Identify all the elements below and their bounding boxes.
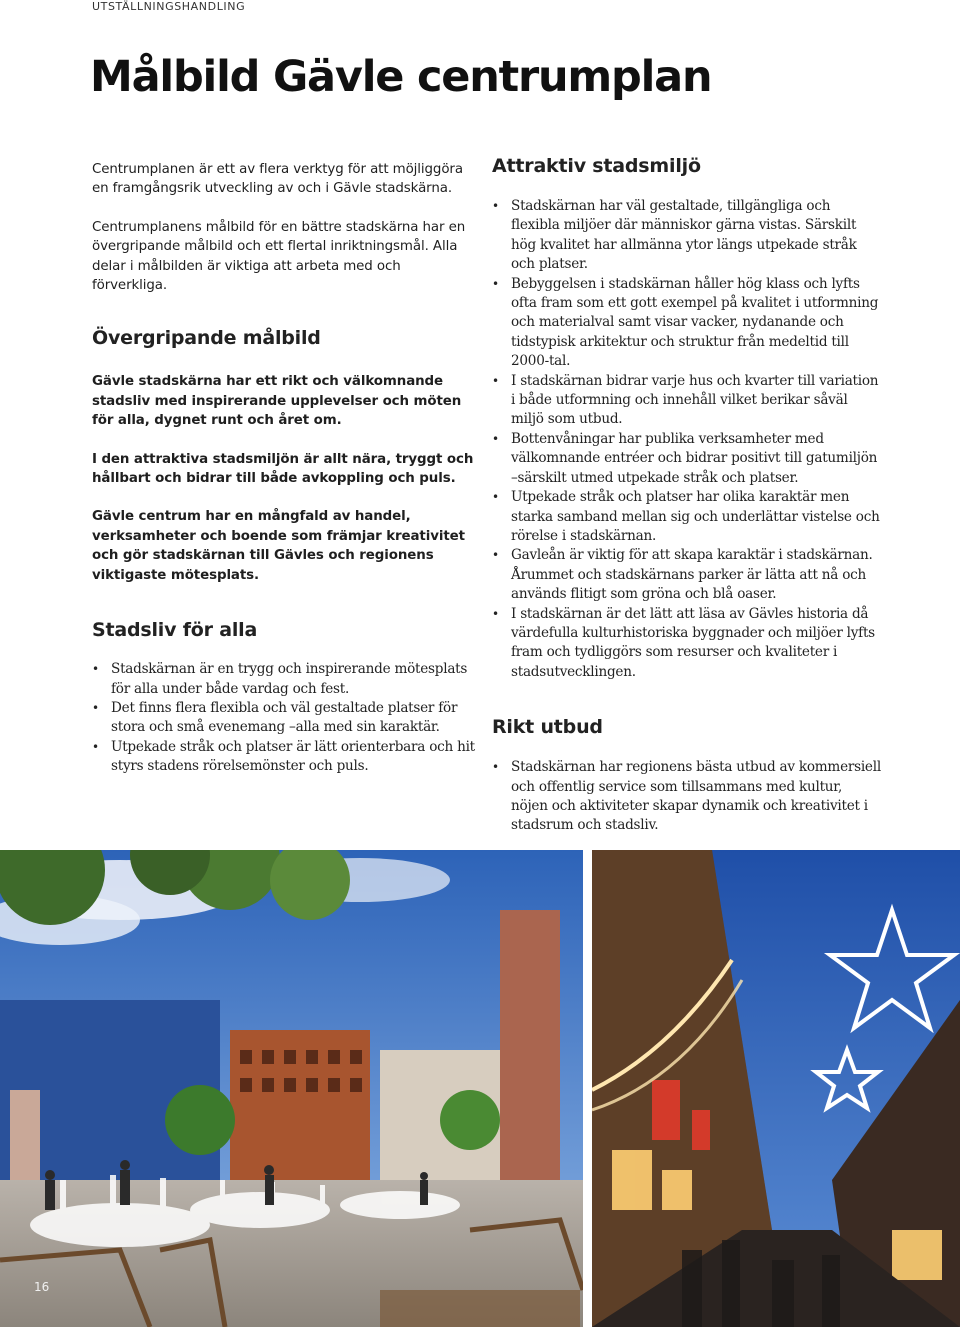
attraktiv-list [492, 197, 882, 682]
list-item: • Utpekade stråk och platser är lätt orienterbara och hit styrs stadens rörelsemönster och puls. [92, 738, 477, 777]
left-column [92, 160, 477, 777]
section-heading-stadsliv: Stadsliv för alla [92, 619, 258, 642]
list-item: • Stadskärnan är en trygg och inspirerande mötesplats för alla under både vardag och fest. [92, 660, 477, 699]
photo-evening-street [592, 850, 960, 1327]
list-item: • Det finns flera flexibla och väl gestaltade platser för stora och små evenemang –alla med sin karaktär. [92, 699, 477, 738]
vision-paragraph-3: Gävle centrum har en mångfald av handel, verksamheter och boende som främjar kreativitet och gör stadskärnan till Gävles och regionens viktigaste mötesplats. [92, 509, 465, 583]
list-item: • Bottenvåningar har publika verksamheter med välkomnande entréer och bidrar positivt till gatumiljön –särskilt utmed utpekade stråk och platser. [492, 430, 882, 488]
vision-paragraph-2: I den attraktiva stadsmiljön är allt nära, tryggt och hållbart och bidrar till både avkoppling och puls. [92, 451, 474, 487]
list-item: • Stadskärnan har väl gestaltade, tillgängliga och flexibla miljöer där människor gärna vistas. Särskilt hög kvalitet har allmänna ytor längs utpekade stråk och platser. [492, 197, 882, 275]
utbud-list [492, 758, 882, 836]
intro-paragraph-1: Centrumplanen är ett av flera verktyg för att möjliggöra en framgångsrik utveckling av och i Gävle stadskärna. [92, 162, 463, 197]
list-item: • Stadskärnan har regionens bästa utbud av kommersiell och offentlig service som tillsammans med kultur, nöjen och aktiviteter skapar dynamik och kreativitet i stadsrum och stadsliv. [492, 758, 882, 836]
list-item: • I stadskärnan är det lätt att läsa av Gävles historia då värdefulla kulturhistoriska byggnader och miljöer lyfts fram och tydliggörs som resurser och kvaliteter i stadsutvecklingen. [492, 605, 882, 683]
section-heading-utbud: Rikt utbud [492, 716, 603, 739]
page-number: 16 [34, 1280, 50, 1294]
list-item: • Utpekade stråk och platser har olika karaktär men starka samband mellan sig och underlättar vistelse och rörelse i stadskärnan. [492, 488, 882, 546]
photo-fountain-square [0, 850, 583, 1327]
section-heading-attraktiv: Attraktiv stadsmiljö [492, 155, 701, 177]
list-item: • I stadskärnan bidrar varje hus och kvarter till variation i både utformning och innehåll vilket berikar såväl miljö som utbud. [492, 372, 882, 430]
list-item: • Gavleån är viktig för att skapa karaktär i stadskärnan. Årummet och stadskärnans parker är lätta att nå och används flitigt som gröna och blå oaser. [492, 546, 882, 604]
list-item: • Bebyggelsen i stadskärnan håller hög klass och lyfts ofta fram som ett gott exempel på kvalitet i utformning och materialval samt visar vacker, nydanande och tidstypisk arkitektur och struktur från medeltid till 2000-tal. [492, 275, 882, 372]
stadsliv-list [92, 660, 477, 776]
document-kicker: UTSTÄLLNINGSHANDLING [92, 0, 246, 13]
section-heading-overarching-vision: Övergripande målbild [92, 327, 321, 350]
page-title: Målbild Gävle centrumplan [90, 52, 712, 102]
right-column [492, 155, 882, 836]
vision-paragraph-1: Gävle stadskärna har ett rikt och välkomnande stadsliv med inspirerande upplevelser och möten för alla, dygnet runt och året om. [92, 374, 462, 429]
intro-paragraph-2: Centrumplanens målbild för en bättre stadskärna har en övergripande målbild och ett flertal inriktningsmål. Alla delar i målbilden är viktiga att arbeta med och förverkliga. [92, 219, 466, 294]
